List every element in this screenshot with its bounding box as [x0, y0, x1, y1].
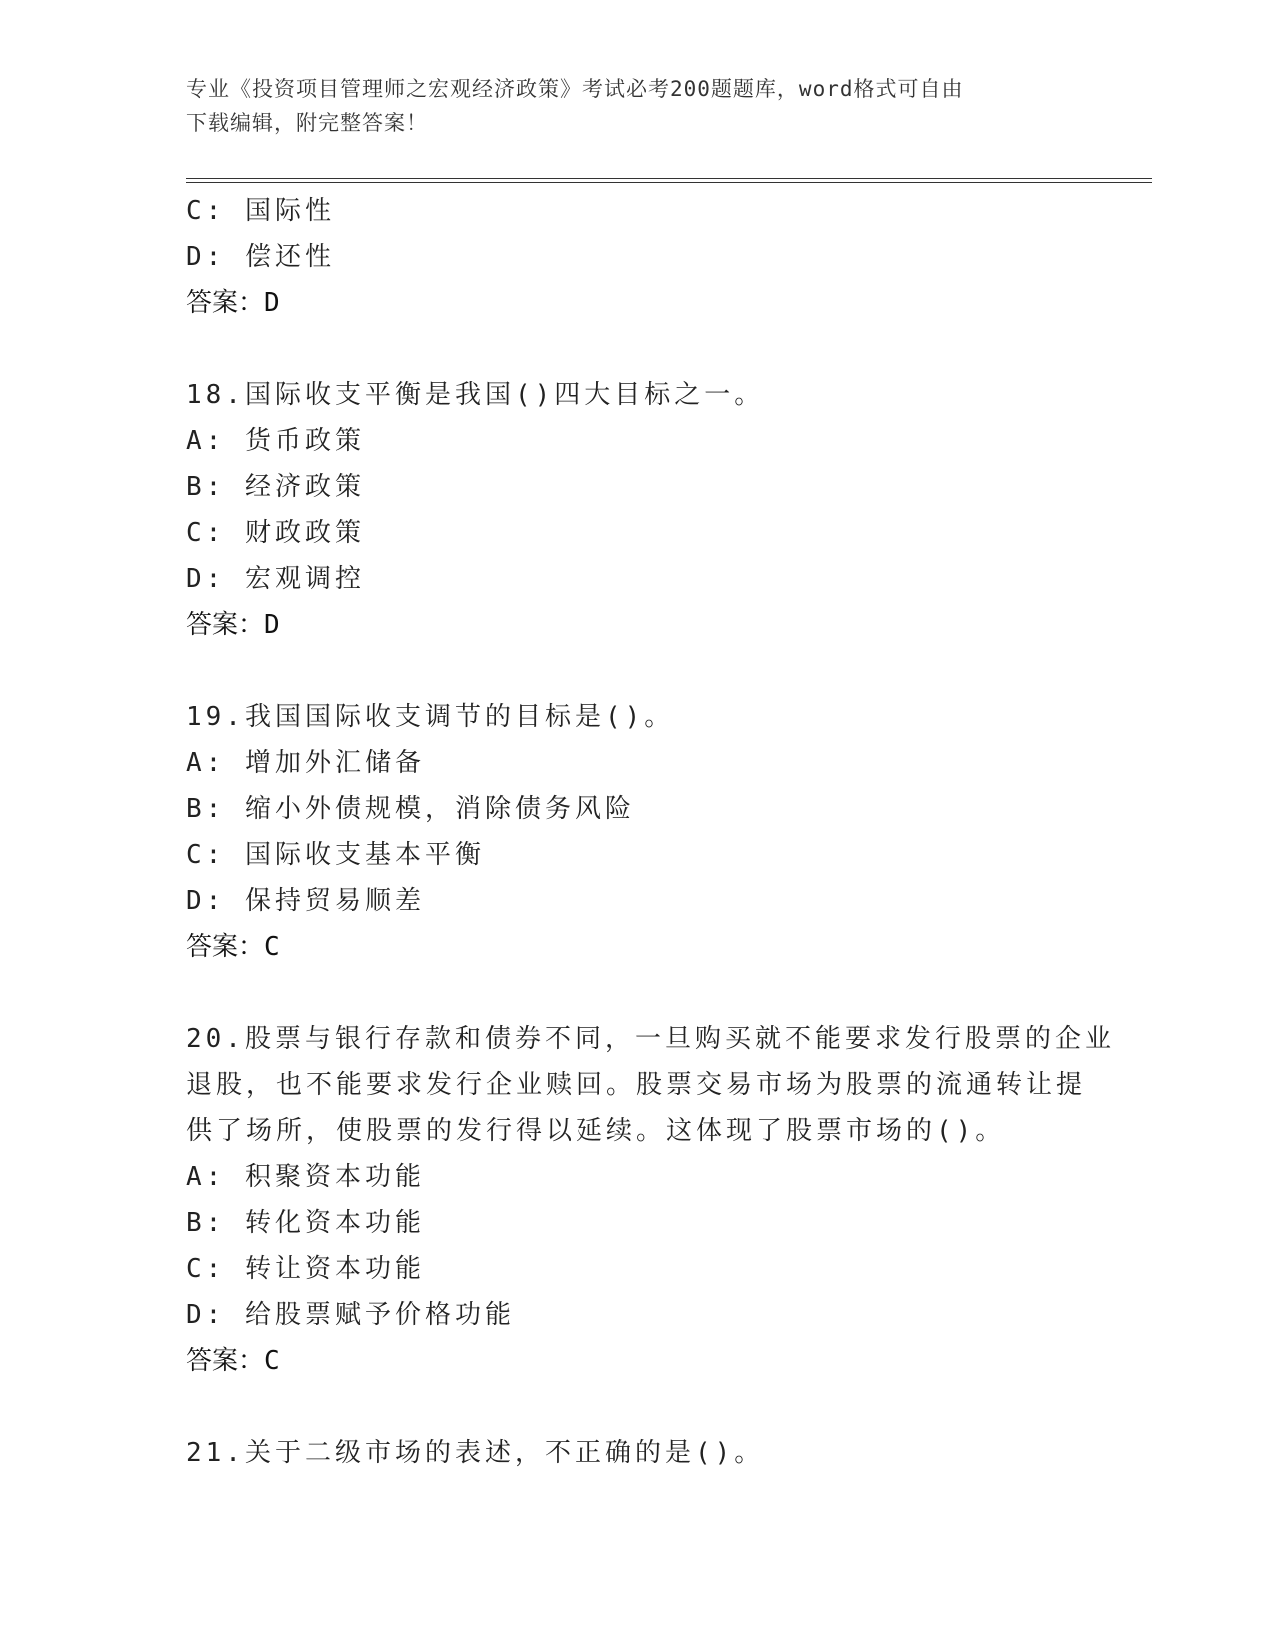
answer: 答案：D	[186, 610, 280, 640]
option-d: D: 偿还性	[186, 242, 335, 272]
question-17	[186, 188, 1106, 326]
answer: 答案：C	[186, 1346, 280, 1376]
question-18	[186, 372, 1106, 648]
answer: 答案：C	[186, 932, 280, 962]
question-stem: 21.关于二级市场的表述，不正确的是()。	[186, 1438, 765, 1468]
option-d: D: 给股票赋予价格功能	[186, 1300, 515, 1330]
option-c: C: 转让资本功能	[186, 1254, 425, 1284]
option-d: D: 宏观调控	[186, 564, 365, 594]
question-20	[186, 1016, 1115, 1384]
option-b: B: 经济政策	[186, 472, 365, 502]
option-a: A: 积聚资本功能	[186, 1162, 425, 1192]
option-a: A: 增加外汇储备	[186, 748, 425, 778]
document-header	[186, 72, 1066, 140]
question-list	[186, 188, 1115, 1476]
spacer	[186, 326, 1106, 372]
option-c: C: 国际收支基本平衡	[186, 840, 485, 870]
question-stem-line-2: 退股，也不能要求发行企业赎回。股票交易市场为股票的流通转让提	[186, 1070, 1087, 1100]
header-line-2: 下载编辑，附完整答案！	[186, 111, 428, 135]
question-stem: 18.国际收支平衡是我国()四大目标之一。	[186, 380, 765, 410]
header-rule-bottom	[186, 182, 1152, 183]
spacer	[186, 970, 1106, 1016]
option-b: B: 缩小外债规模，消除债务风险	[186, 794, 635, 824]
option-d: D: 保持贸易顺差	[186, 886, 425, 916]
question-19	[186, 694, 1106, 970]
header-rule-top	[186, 178, 1152, 179]
answer: 答案：D	[186, 288, 280, 318]
option-c: C: 国际性	[186, 196, 335, 226]
option-c: C: 财政政策	[186, 518, 365, 548]
option-b: B: 转化资本功能	[186, 1208, 425, 1238]
spacer	[186, 1384, 1106, 1430]
option-a: A: 货币政策	[186, 426, 365, 456]
question-stem-line-3: 供了场所，使股票的发行得以延续。这体现了股票市场的()。	[186, 1116, 1006, 1146]
question-stem-line-1: 20.股票与银行存款和债券不同，一旦购买就不能要求发行股票的企业	[186, 1024, 1115, 1054]
question-stem: 19.我国国际收支调节的目标是()。	[186, 702, 675, 732]
question-21	[186, 1430, 1106, 1476]
header-line-1: 专业《投资项目管理师之宏观经济政策》考试必考200题题库，word格式可自由	[186, 77, 964, 101]
spacer	[186, 648, 1106, 694]
